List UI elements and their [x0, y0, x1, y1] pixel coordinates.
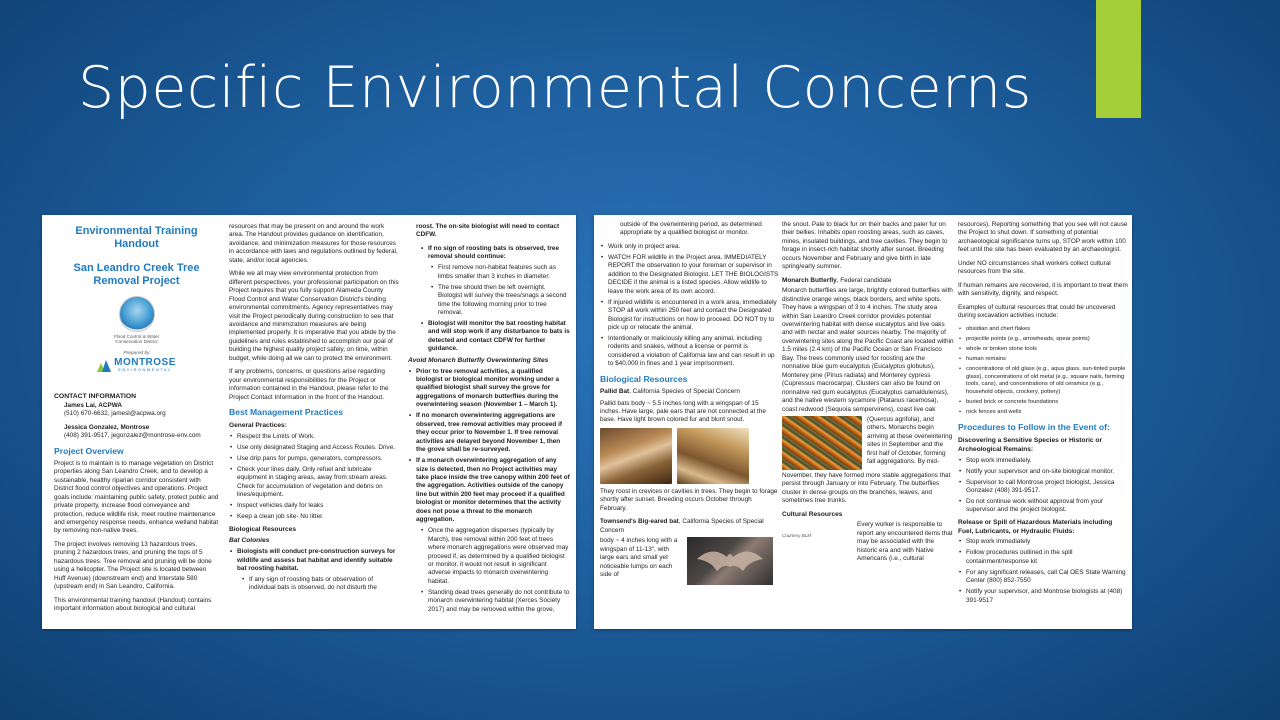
pallid-bat-photo-2 [677, 428, 749, 484]
contact-2-detail: (408) 391-9517, jegonzalez@montrose-env.com [64, 432, 201, 440]
pallid-bat-title: Pallid Bat [600, 388, 630, 396]
list-item: • Check your lines daily. Only refuel and lubricate equipment in staging areas, away from stream areas. Check for accumulation of vegetation and debris on lines/equipment. [229, 466, 399, 500]
townsend-bat-title: Townsend's Big-eared bat [600, 518, 679, 526]
list-item: • obsidian and chert flakes [958, 326, 1128, 334]
monarch-heading [782, 277, 954, 285]
left-column-2 [229, 223, 399, 596]
contact-heading: CONTACT INFORMATION [54, 392, 137, 400]
biological-resources-heading: Biological Resources [229, 525, 297, 533]
list-item: • projectile points (e.g., arrowheads, spear points) [958, 336, 1128, 344]
discover-heading: Discovering a Sensitive Species or Historic or Archeological Remains: [958, 437, 1103, 453]
list-item: • Work only in project area. [600, 243, 780, 251]
wildlife-list [600, 243, 780, 369]
list-item: • Prior to tree removal activities, a qualified biologist or biological monitor working under a qualified biologist shall survey the grove for aggregations of monarch butterflies during the overwintering season (November 1 – March 1). [408, 368, 570, 410]
townsend-bat-row [600, 537, 780, 585]
list-item: • WATCH FOR wildlife in the Project area. IMMEDIATELY REPORT the observation to your foreman or supervisor in addition to the Designated Biologist. LET THE BIOLOGISTS DECIDE if the animal is a listed species. Allow wildlife to leave the work area of its own accord. [600, 254, 780, 296]
monarch-avoid-heading: Avoid Monarch Butterfly Overwintering Sites [408, 356, 549, 364]
contact-1-detail: (510) 670-6632, jamesl@acpwa.org [64, 410, 166, 418]
monarch-list [408, 368, 570, 615]
list-item: • Keep a clean job site- No litter. [229, 513, 399, 521]
general-practices-heading: General Practices: [229, 422, 287, 430]
cultural-row [782, 521, 954, 568]
bat-silhouette-icon [687, 537, 773, 585]
monarch-paragraph-1: Monarch butterflies are large, brightly colored butterflies with distinctive orange wings, black borders, and white spots. They have a wingspan of 3 to 4 inches. The study area within San Leandro Creek corridor provides potential overwintering habitat with dense eucalyptus and live oaks and with nectar and water sources nearby. The majority of overwintering sites along the Pacific Coast are located within 1.5 miles (2.4 km) of the Pacific Ocean or San Francisco Bay. The trees commonly used for roosting are the nonnative blue gum eucalyptus (Eucalyptus globulus), Monterey pine (Pinus radiata) and Monterey cypress (Cupressus macrocarpa). Clusters can also be found on nonnative red gum eucalyptus (Eucalyptus camaldulensis), and the native western sycamore (Platanus racemosa), coast redwood (Sequoia sempervirens), coast live oak [782, 287, 954, 413]
spill-list [958, 538, 1128, 605]
list-item: • Supervisor to call Montrose project biologist, Jessica Gonzalez (408) 391-9517. [958, 479, 1128, 496]
list-item: • Biologist will monitor the bat roosting habitat and will stop work if any disturbance to bats is detected and contact CDFW for further guidance. [420, 320, 570, 354]
accent-bar [1096, 0, 1141, 118]
overview-paragraph-1: Project is to maintain is to manage vegetation on District properties along San Leandro Creek, and to develop a sustainable, healthy riparian corridor consistent with District flood control objectives and operations. Project goals include: maintaining public safety, protect public and private property, increase flood conveyance and protection, reduce wildlife risk, meet routine maintenance and emergency response needs, enhance wetland habitat by removing non-native trees. [54, 459, 219, 535]
montrose-name: MONTROSE [114, 357, 176, 369]
list-item: • Intentionally or maliciously killing any animal, including rodents and snakes, without a license or permit is considered a violation of California law and can result in up to $40,000 in fines and 1 year imprisonment. [600, 335, 780, 369]
monarch-paragraph-2: November, they have formed more stable aggregations that persist through January or into February. The butterflies cluster in dense groups on the branches, leaves, and sometimes tree trunks. [782, 471, 951, 505]
roost-list [408, 245, 570, 354]
roost-paragraph: roost. The on-site biologist will need to contact CDFW. [416, 223, 560, 239]
list-item: • Respect the Limits of Work. [229, 433, 399, 441]
intro-paragraph-1: resources that may be present on and around the work area. The Handout provides guidance on identification, avoidance, and minimization measures for those resources in accordance with laws and regulations outlined by federal, state, and/or local agencies. [229, 223, 398, 264]
list-item: • Stop work immediately. [958, 457, 1128, 465]
list-item: • concentrations of old glass (e.g., aqua glass, sun-tinted purple glass), concentrations of old metal (e.g., square nails, farming tools, cans), and concentrations of old ceramics (e.g., household objects, crockery, pottery) [958, 366, 1128, 397]
list-item: • Standing dead trees generally do not contribute to monarch overwintering habitat (Xerces Society 2017) and may be removed within the grove, [420, 589, 570, 614]
general-practices-list [229, 433, 399, 522]
list-item: • Notify your supervisor, and Montrose biologists at (408) 391-9517 [958, 588, 1128, 605]
pallid-bat-paragraph-1: Pallid bats body ~ 5.5 inches long with a wingspan of 15 inches. Have large, pale ears that are not connected at the base. Have light brown colored fur and blunt snout. [600, 399, 766, 424]
left-column-3 [408, 223, 570, 617]
cultural-paragraph-5: Examples of cultural resources that could be uncovered during excavation activities include: [958, 303, 1116, 320]
list-item: • The tree should then be left overnight. Biologist will survey the trees/snags a second time the following morning prior to tree removal. [430, 284, 570, 318]
list-item: • If no sign of roosting bats is observed, tree removal should continue: [420, 245, 570, 262]
montrose-mark-icon [97, 360, 111, 372]
list-item: • If any sign of roosting bats or observation of individual bats is observed, do not disturb the [241, 576, 399, 593]
list-item: • Inspect vehicles daily for leaks [229, 502, 399, 510]
list-item: • If injured wildlife is encountered in a work area, immediately STOP all work within 250 feet and contact the Designated Biologist for instructions on how to proceed. DO NOT try to pick up or relocate the animal. [600, 299, 780, 333]
pallid-bat-heading [600, 388, 780, 396]
list-item: • whole or broken stone tools [958, 346, 1128, 354]
list-item: • Use drip pans for pumps, generators, compressors. [229, 455, 399, 463]
right-column-3 [958, 221, 1128, 608]
cultural-resources-heading: Cultural Resources [782, 510, 843, 518]
list-item: • rock fences and wells [958, 409, 1128, 417]
project-title: San Leandro Creek Tree Removal Project [73, 262, 200, 287]
townsend-bat-paragraph: body ~ 4 inches long with a wingspan of 11-13", with large ears and small yet noticeable lumps on each side of [600, 537, 678, 578]
list-item: • Once the aggregation disperses (typically by March), tree removal within 200 feet of trees where monarch aggregations were observed may proceed if, as determined by a qualified biologist or monitor, it would not result in significant adverse impacts to monarch overwintering habitat. [420, 527, 570, 586]
intro-paragraph-3: If any problems, concerns, or questions arise regarding your environmental responsibilities for the Project or information contained in the Handout, please refer to the Project Contact Information in the front of the Handout. [229, 368, 389, 401]
contact-2-name: Jessica Gonzalez, Montrose [64, 423, 150, 431]
monarch-title: Monarch Butterfly [782, 276, 837, 284]
overview-paragraph-3: This environmental training handout (Handout) contains important information about biological and cultural [54, 596, 212, 613]
townsend-bat-heading [600, 518, 780, 535]
list-item: • For any significant releases, call Cal OES State Warning Center (800) 852-7550 [958, 569, 1128, 586]
pallid-bat-status: , California Species of Special Concern [629, 388, 740, 396]
photo-credit: Courtesy BLM [782, 533, 812, 539]
list-item: • Stop work immediately [958, 538, 1128, 546]
list-item: • First remove non-habitat features such as limbs smaller than 3 inches in diameter. [430, 264, 570, 281]
townsend-continued-paragraph: the snout. Pale to black fur on their backs and paler fur on their bellies. Inhabits open roosting areas, such as caves, mines, insulated buildings, and tree cavities. They begin to forage in insect-rich habitat shortly after sunset. Breeding occurs November and February and give birth in late spring/early summer. [782, 221, 948, 271]
overview-heading: Project Overview [54, 445, 124, 456]
bat-colonies-heading: Bat Colonies [229, 537, 270, 545]
monarch-paragraph-1b: (Quercus agrifolia), and others. Monarchs begin arriving at these overwintering sites in September and the first half of October, forming fall aggregations. By mid- [867, 415, 953, 466]
biological-resources-heading: Biological Resources [600, 373, 688, 384]
procedures-heading: Procedures to Follow in the Event of: [958, 421, 1110, 432]
bmp-heading: Best Management Practices [229, 407, 344, 418]
district-logo-icon [119, 296, 155, 332]
logo-caption: Flood Control & Water Conservation District [113, 333, 160, 344]
townsend-bat-status: , California Species of Special Concern [600, 518, 764, 534]
continued-paragraph: outside of the overwintering period, as determined appropriate by a qualified biologist or monitor. [620, 221, 762, 237]
cultural-examples-list [958, 326, 1128, 417]
pallid-bat-paragraph-2: They roost in crevices or cavities in trees. They begin to forage shortly after sunset. Breeding occurs October through February. [600, 487, 778, 512]
bat-list [229, 548, 399, 593]
overview-paragraph-2: The project involves removing 13 hazardous trees, pruning 2 hazardous trees, and pruning the tops of 5 hazardous trees. Tree removal and pruning will be done using a helicopter. The Project site is located between Huff Avenue) (downstream end) and Interstate 580 (upstream end) in San Leandro, California. [54, 540, 212, 591]
monarch-photo [782, 416, 862, 470]
contact-1-name: James Lai, ACPWA [64, 401, 123, 409]
monarch-row [782, 416, 954, 472]
list-item: • If no monarch overwintering aggregations are observed, tree removal activities may proceed if they occur prior to November 1. If tree removal activities are delayed beyond November 1, then the grove shall be re-surveyed. [408, 412, 570, 454]
handout-page-right [594, 215, 1132, 629]
cultural-paragraph-4: If human remains are recovered, it is important to treat them with sensitivity, dignity, and respect. [958, 281, 1128, 298]
list-item: • buried brick or concrete foundations [958, 399, 1128, 407]
list-item: • human remains [958, 356, 1128, 364]
list-item: • Follow procedures outlined in the spill containment/response kit [958, 549, 1128, 566]
handout-title: Environmental Training Handout [75, 225, 198, 250]
cultural-paragraph: Every worker is responsible to report any encountered items that may be associated with the historic era and with Native Americans (i.e., cultural [857, 521, 953, 563]
prepared-by-label: Prepared by [123, 351, 150, 357]
spill-heading: Release or Spill of Hazardous Materials including Fuel, Lubricants, or Hydraulic Fluids: [958, 518, 1113, 535]
list-item: • Use only designated Staging and Access Routes. Drive. [229, 444, 399, 452]
right-column-1 [600, 221, 780, 585]
townsend-bat-photo [687, 537, 773, 585]
left-column-1 [54, 223, 219, 619]
cultural-paragraph-2: resources). Reporting something that you see will not cause the Project to shut down. If something of potential archaeological significance turns up, STOP work within 100 feet until the site has been evaluated by an archaeologist. [958, 221, 1128, 254]
montrose-sub: ENVIRONMENTAL [118, 367, 172, 373]
montrose-logo [54, 358, 219, 372]
slide-title: Specific Environmental Concerns [78, 55, 1032, 121]
pallid-bat-photo-1 [600, 428, 672, 484]
list-item: • Biologists will conduct pre-construction surveys for wildlife and assess bat habitat and identify suitable bat roosting habitat. [229, 548, 399, 573]
handout-page-left [42, 215, 576, 629]
pallid-bat-photos [600, 428, 780, 484]
discover-list [958, 457, 1128, 515]
list-item: • Notify your supervisor and on-site biological monitor. [958, 468, 1128, 476]
right-column-2 [782, 221, 954, 568]
monarch-status: , Federal candidate [836, 276, 892, 284]
list-item: • If a monarch overwintering aggregation of any size is detected, then no Project activities may take place inside the tree canopy within 200 feet of the aggregation. Activities outside of the canopy line but within 200 feet may proceed if a qualified biologist or monitor determines that the activity does not pose a threat to the monarch aggregation. [408, 457, 570, 525]
intro-paragraph-2: While we all may view environmental protection from different perspectives, your professional participation on this Project requires that you fully support Alameda County Flood Control and Water Conservation District's binding environmental commitments. Agency representatives may visit the Project periodically during construction to see that avoidance and minimization measures are being implemented properly. It is imperative that you abide by the guidelines and rules established to accomplish our goal of building the highest quality project safely, on time, within budget, while doing all we can to protect the environment. [229, 270, 399, 362]
cultural-paragraph-3: Under NO circumstances shall workers collect cultural resources from the site. [958, 259, 1111, 276]
list-item: • Do not continue work without approval from your supervisor and the project biologist. [958, 498, 1128, 515]
